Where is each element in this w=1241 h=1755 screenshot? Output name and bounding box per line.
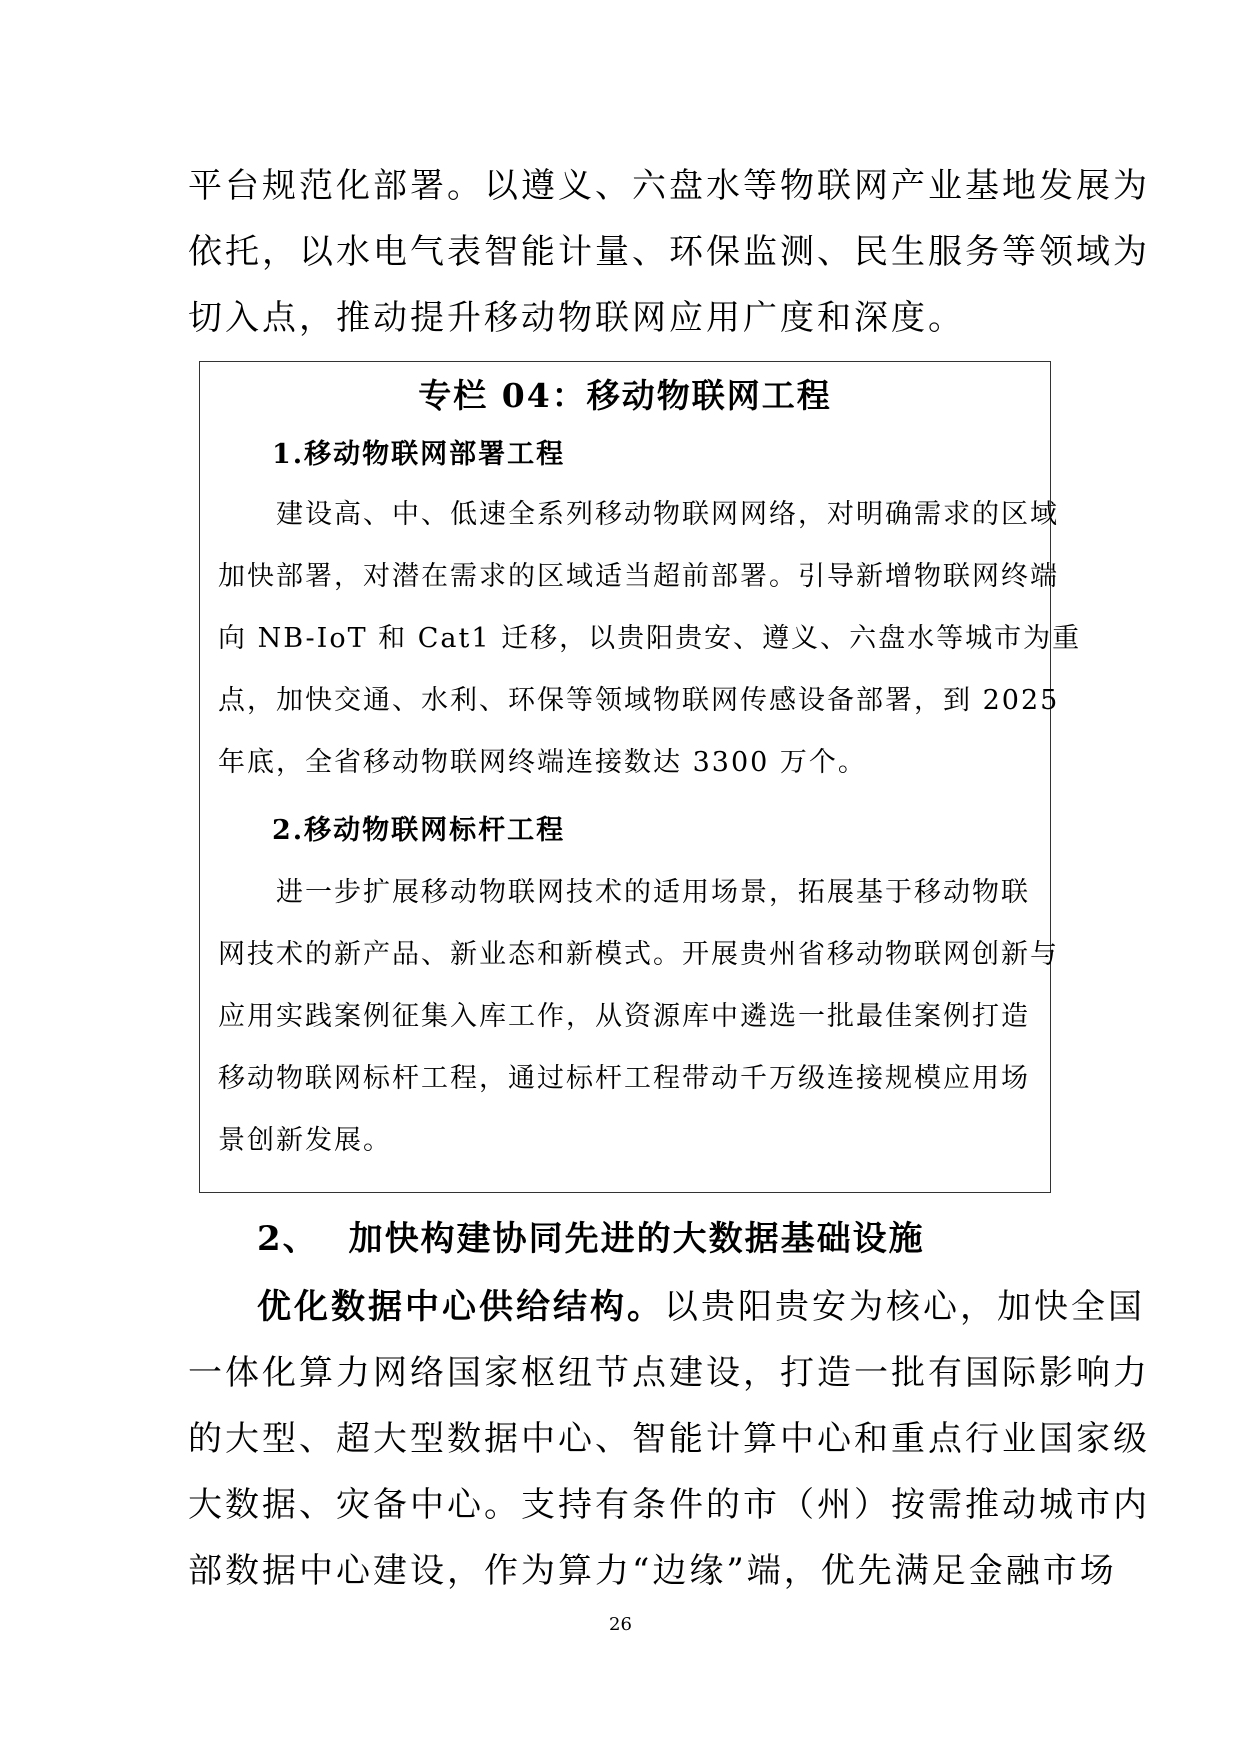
box-line: 向 NB-IoT 和 Cat1 迁移，以贵阳贵安、遵义、六盘水等城市为重 xyxy=(218,623,1082,654)
page-number: 26 xyxy=(609,1614,632,1635)
sub-heading-1: 1.移动物联网部署工程 xyxy=(272,439,566,470)
box-line: 应用实践案例征集入库工作，从资源库中遴选一批最佳案例打造 xyxy=(218,1001,1030,1032)
sub-heading-2: 2.移动物联网标杆工程 xyxy=(272,815,566,846)
box-line: 移动物联网标杆工程，通过标杆工程带动千万级连接规模应用场 xyxy=(218,1063,1030,1094)
paragraph-line: 一体化算力网络国家枢纽节点建设，打造一批有国际影响力 xyxy=(188,1353,1150,1393)
paragraph-line: 大数据、灾备中心。支持有条件的市（州）按需推动城市内 xyxy=(188,1485,1150,1525)
box-line: 年底，全省移动物联网终端连接数达 3300 万个。 xyxy=(218,747,867,778)
paragraph-line: 的大型、超大型数据中心、智能计算中心和重点行业国家级 xyxy=(188,1419,1150,1459)
intro-line-1: 平台规范化部署。以遵义、六盘水等物联网产业基地发展为 xyxy=(188,166,1150,206)
box-line: 景创新发展。 xyxy=(218,1125,392,1156)
box-line: 进一步扩展移动物联网技术的适用场景，拓展基于移动物联 xyxy=(218,877,1030,908)
intro-line-3: 切入点，推动提升移动物联网应用广度和深度。 xyxy=(188,298,965,338)
box-line: 加快部署，对潜在需求的区域适当超前部署。引导新增物联网终端 xyxy=(218,561,1059,592)
section-title: 加快构建协同先进的大数据基础设施 xyxy=(348,1219,925,1259)
paragraph-first-rest: 以贵阳贵安为核心，加快全国 xyxy=(664,1287,1145,1327)
column-box xyxy=(199,361,1082,1193)
intro-line-2: 依托，以水电气表智能计量、环保监测、民生服务等领域为 xyxy=(188,232,1150,272)
section-heading xyxy=(257,1211,925,1260)
paragraph-line: 部数据中心建设，作为算力“边缘”端，优先满足金融市场 xyxy=(188,1551,1117,1591)
section-number: 2、 xyxy=(257,1219,319,1259)
box-line: 点，加快交通、水利、环保等领域物联网传感设备部署，到 2025 xyxy=(218,685,1060,716)
box-line: 网技术的新产品、新业态和新模式。开展贵州省移动物联网创新与 xyxy=(218,939,1059,970)
box-title: 专栏 04：移动物联网工程 xyxy=(418,376,832,415)
paragraph-line-1 xyxy=(257,1279,1145,1328)
paragraph-lead: 优化数据中心供给结构。 xyxy=(257,1287,664,1327)
box-line: 建设高、中、低速全系列移动物联网网络，对明确需求的区域 xyxy=(218,499,1059,530)
